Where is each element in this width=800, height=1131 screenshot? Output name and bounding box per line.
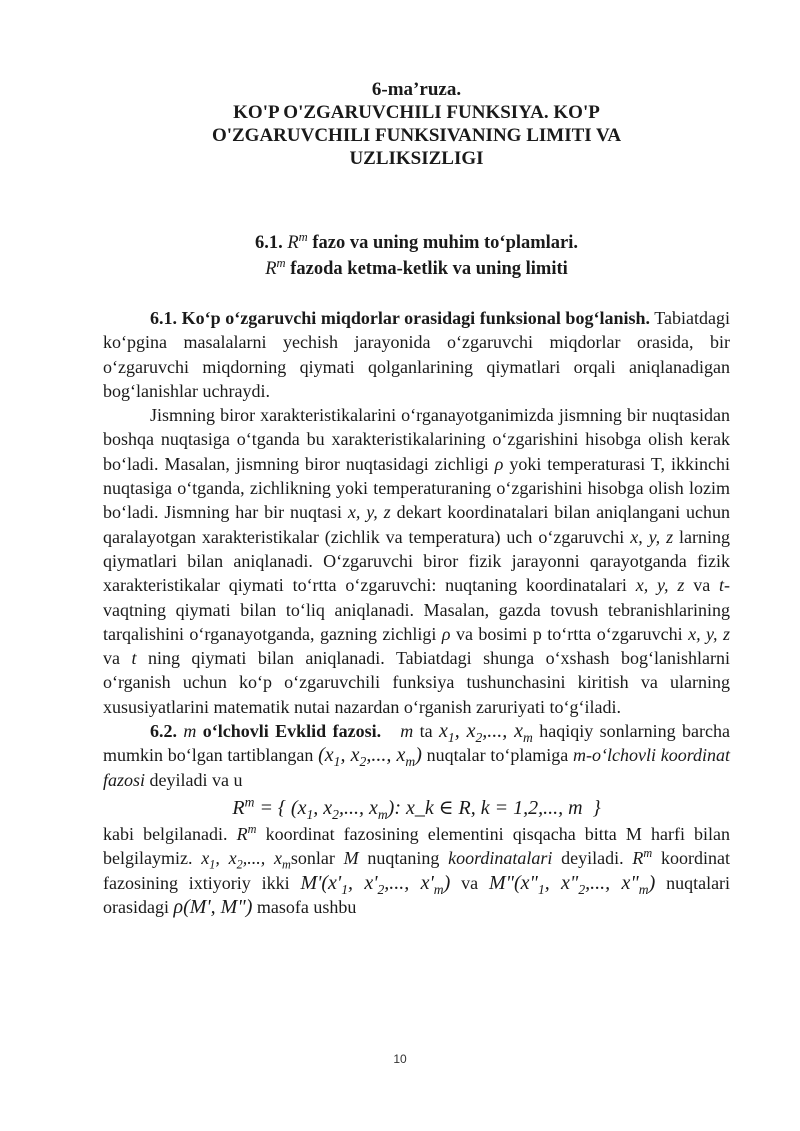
point-m-double-prime: $M"(x"_1$, $x"_2$,..., $x"_m$) [488,871,656,897]
ordered-tuple: ($x_1$, $x_2$,..., $x_m$) [318,744,422,770]
paragraph-6-1: 6.1. Ko‘p o‘zgaruvchi miqdorlar orasidagi funksional bog‘lanish. Tabiatdagi ko‘pgina masalalarni yechish jarayonida o‘zgaruvchi miqdorlar orasida, bir o‘zgaruvchi miqdorning qiymati qolganlarining qiymatlari orqali aniqlanadigan bog‘lanishlar uchraydi. [103,308,730,401]
paragraph-continuation: kabi belgilanadi. $R^m$ koordinat fazosining elementini qisqacha bitta M harfi bilan belgilaymiz. $x_1$, $x_2$,..., $x_msonlar$ M nuqtaning koordinatalari deyiladi. $R^m$ koordinat fazosining ixtiyoriy ikki $M'(x'_1$, $x'_2$,..., $x'_m$) va $M"(x"_1$, $x"_2$,..., $x"_m$) nuqtalari orasidagi ρ(M', M") masofa ushbu [103,821,731,918]
section-heading [103,230,730,282]
document-page [103,78,730,919]
point-m-prime: $M'(x'_1$, $x'_2$,..., $x'_m$) [300,871,451,897]
coordinate-list: $x_1$, $x_2$,..., $x_m$ [439,720,533,746]
title-line-3: UZLIKSIZLIGI [349,148,484,169]
section-heading-line-2 [103,256,730,282]
title-line-2: O'ZGARUVCHILI FUNKSIVANING LIMITI VA [211,125,622,146]
paragraph-body: Jismning biror xarakteristikalarini o‘rganayotganimizda jismning bir nuqtasidan boshqa nuqtasiga o‘tganda bu xarakteristikalarining o‘zgarishini hisobga olish kerak bo‘ladi. Masalan, jismning biror nuqtasidagi zichligi ρ yoki temperaturasi T, ikkinchi nuqtasiga o‘tganda, zichlikning yoki temperaturaning o‘zgarishini hisobga olish lozim bo‘ladi. Jismning har bir nuqtasi x, y, z dekart koordinatalari bilan aniqlangani uchun qaralayotgan xarakteristikalar (zichlik va temperatura) uch o‘zgaruvchi x, y, z larning qiymatlari bilan aniqlanadi. O‘zgaruvchi biror fizik jarayonni qarayotganda fizik xarakteristikalar qiymati to‘rtta o‘zgaruvchi: nuqtaning koordinatalari x, y, z va t- vaqtning qiymati bilan to‘liq aniqlanadi. Masalan, gazda tovush tebranishlarining tarqalishini o‘rganayotganda, gazning zichligi ρ va bosimi p to‘rtta o‘zgaruvchi x, y, z va t ning qiymati bilan aniqlanadi. Tabiatdagi shunga o‘xshash bog‘lanishlarni o‘rganish uchun ko‘p o‘zgaruvchili funksiya tushunchasini kiritish va ularning xususiyatlarini matematik nutai nazardan o‘rganish zaruriyati to‘g‘iladi. [103,405,731,717]
paragraph-heading: 6.2. [150,721,177,742]
rm-symbol: $R^m$ [236,821,257,844]
lecture-label: 6-ma’ruza. [371,79,462,100]
rm-symbol: $R^m$ [265,255,286,279]
page-title [123,101,710,170]
section-line-1-text: fazo va uning muhim to‘plamlari. [312,233,579,253]
section-number: 6.1. [254,233,283,253]
section-heading-line-1 [103,230,730,256]
page-number: 10 [393,1052,407,1066]
distance-formula: ρ(M', M") [173,895,253,918]
paragraph-6-2: 6.2. m o‘lchovli Evklid fazosi. m ta $x_1$, $x_2$,..., $x_m$ haqiqiy sonlarning barcha mumkin bo‘lgan tartiblangan ($x_1$, $x_2$,..., $x_m$) nuqtalar to‘plamiga m-o‘lchovli koordinat fazosi deyiladi va u [103,720,731,790]
section-line-2-text: fazoda ketma-ketlik va uning limiti [290,259,568,279]
rm-symbol: $R^m$ [287,229,308,253]
rm-definition-formula: $R^m$ = { ($x_1$, $x_2$,..., $x_m$): x_k ∈ R, k = 1,2,..., m } [232,794,601,822]
rm-symbol: $R^m$ [632,846,653,869]
title-line-1: KO'P O'ZGARUVCHILI FUNKSIYA. KO'P [233,102,600,123]
paragraph-heading: 6.1. Ko‘p o‘zgaruvchi miqdorlar orasidagi funksional bog‘lanish. [150,308,650,328]
